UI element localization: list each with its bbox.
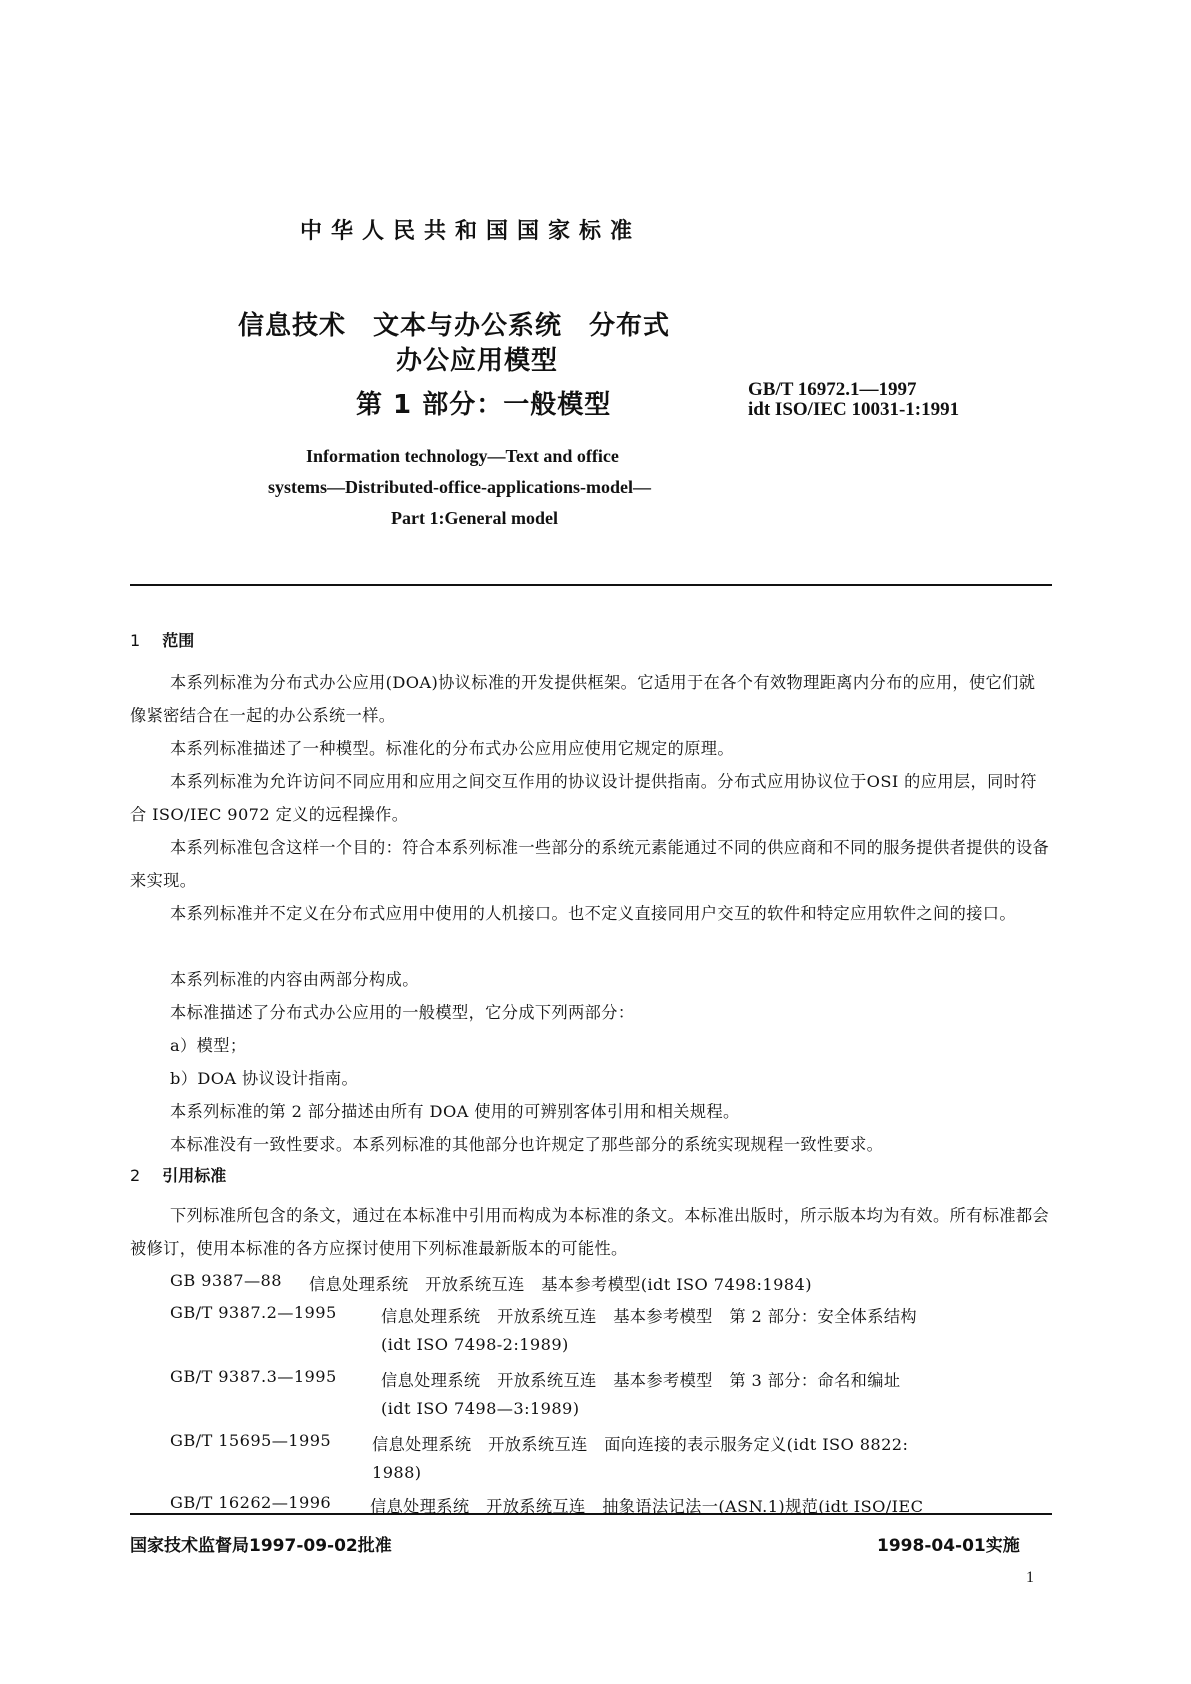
top-divider [130,584,1052,586]
reference-title: 信息处理系统 开放系统互连 抽象语法记法一(ASN.1)规范(idt ISO/IEC [370,1497,924,1516]
paragraph: 本系列标准的第 2 部分描述由所有 DOA 使用的可辨别客体引用和相关规程。 [170,1102,740,1121]
paragraph: 本系列标准为分布式办公应用(DOA)协议标准的开发提供框架。它适用于在各个有效物理距离内分布的应用，使它们就像紧密结合在一起的办公系统一样。 [130,673,1036,725]
reference-continuation: 1988) [372,1463,422,1482]
title-en-line-2: systems—Distributed-office-applications-model— [268,477,651,497]
paragraph: 本标准没有一致性要求。本系列标准的其他部分也许规定了那些部分的系统实现规程一致性要求。 [170,1135,884,1154]
title-cn-line-2: 办公应用模型 [396,346,559,376]
bottom-divider [130,1513,1052,1515]
title-en-line-3: Part 1:General model [391,508,558,528]
idt-reference: idt ISO/IEC 10031-1:1991 [748,399,960,420]
paragraph: 本系列标准为允许访问不同应用和应用之间交互作用的协议设计提供指南。分布式应用协议位于OSI 的应用层，同时符合 ISO/IEC 9072 定义的远程操作。 [130,772,1037,824]
reference-title: 信息处理系统 开放系统互连 基本参考模型 第 2 部分：安全体系结构 [381,1307,917,1326]
reference-code: GB 9387—88 [170,1271,282,1290]
paragraph: 本系列标准的内容由两部分构成。 [170,970,419,989]
title-cn-line-1: 信息技术 文本与办公系统 分布式 [238,311,671,341]
paragraph: 下列标准所包含的条文，通过在本标准中引用而构成为本标准的条文。本标准出版时，所示版本均为有效。所有标准都会被修订，使用本标准的各方应探讨使用下列标准最新版本的可能性。 [130,1206,1050,1258]
section-2-heading [130,1163,226,1186]
paragraph: 本系列标准描述了一种模型。标准化的分布式办公应用应使用它规定的原理。 [170,739,734,758]
reference-title: 信息处理系统 开放系统互连 基本参考模型 第 3 部分：命名和编址 [381,1371,901,1390]
reference-code: GB/T 15695—1995 [170,1431,332,1450]
reference-title: 信息处理系统 开放系统互连 面向连接的表示服务定义(idt ISO 8822: [372,1435,909,1454]
list-item-b: b）DOA 协议设计指南。 [170,1069,359,1088]
section-1-title: 范围 [162,631,195,650]
national-standard-header: 中华人民共和国国家标准 [300,219,642,244]
reference-code: GB/T 9387.2—1995 [170,1303,337,1322]
reference-continuation: (idt ISO 7498-2:1989) [381,1335,569,1354]
section-2-title: 引用标准 [162,1166,227,1185]
paragraph: 本系列标准并不定义在分布式应用中使用的人机接口。也不定义直接同用户交互的软件和特定应用软件之间的接口。 [170,904,1016,923]
section-1-number: 1 [130,631,141,650]
standard-code-block [748,380,959,420]
title-cn-line-3: 第 1 部分：一般模型 [356,390,612,420]
list-item-a: a）模型； [170,1036,247,1055]
reference-title: 信息处理系统 开放系统互连 基本参考模型(idt ISO 7498:1984) [309,1275,812,1294]
section-2-number: 2 [130,1166,141,1185]
page-number: 1 [1026,1569,1034,1586]
standard-code: GB/T 16972.1—1997 [748,379,917,400]
effective-date: 1998-04-01实施 [877,1536,1020,1556]
reference-code: GB/T 9387.3—1995 [170,1367,337,1386]
section-1-heading [130,628,194,651]
reference-code: GB/T 16262—1996 [170,1493,332,1512]
paragraph: 本系列标准包含这样一个目的：符合本系列标准一些部分的系统元素能通过不同的供应商和不同的服务提供者提供的设备来实现。 [130,838,1050,890]
title-en-line-1: Information technology—Text and office [306,446,619,466]
paragraph: 本标准描述了分布式办公应用的一般模型，它分成下列两部分： [170,1003,635,1022]
approval-date: 国家技术监督局1997-09-02批准 [130,1536,392,1556]
reference-continuation: (idt ISO 7498—3:1989) [381,1399,580,1418]
